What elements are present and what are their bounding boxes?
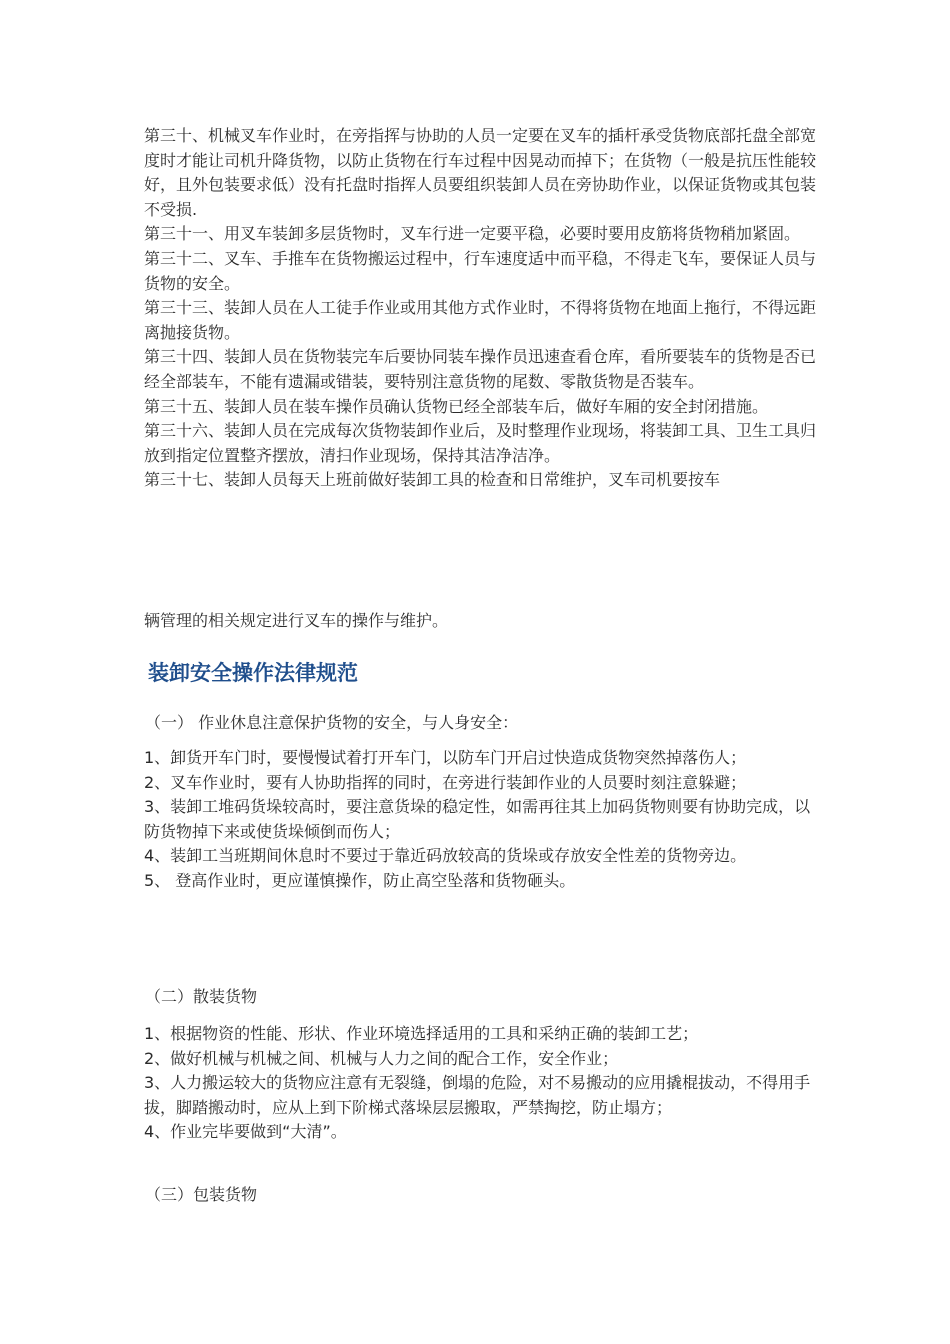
list-item: 2、叉车作业时，要有人协助指挥的同时，在旁进行装卸作业的人员要时刻注意躲避； [144,772,747,792]
list-item: 3、人力搬运较大的货物应注意有无裂缝，倒塌的危险，对不易搬动的应用撬棍拔动，不得用手拔，脚踏搬动时，应从上到下阶梯式落垛层层搬取，严禁掏挖，防止塌方； [144,1073,811,1117]
list-item: 1、卸货开车门时，要慢慢试着打开车门，以防车门开启过快造成货物突然掉落伤人； [144,748,747,767]
list-item: 4、装卸工当班期间休息时不要过于靠近码放较高的货垛或存放安全性差的货物旁边。 [144,846,747,865]
section-heading: 装卸安全操作法律规范 [148,661,358,685]
article-37: 第三十七、装卸人员每天上班前做好装卸工具的检查和日常维护，叉车司机要按车 [144,470,721,490]
article-35: 第三十五、装卸人员在装车操作员确认货物已经全部装车后，做好车厢的安全封闭措施。 [144,396,769,416]
article-31: 第三十一、用叉车装卸多层货物时，叉车行进一定要平稳，必要时要用皮筋将货物稍加紧固。 [144,224,801,244]
article-36: 第三十六、装卸人员在完成每次货物装卸作业后，及时整理作业现场，将装卸工具、卫生工具归放到指定位置整齐摆放，清扫作业现场，保持其洁净洁净。 [144,421,817,465]
article-32: 第三十二、叉车、手推车在货物搬运过程中，行车速度适中而平稳，不得走飞车，要保证人员与货物的安全。 [144,248,817,293]
article-34: 第三十四、装卸人员在货物装完车后要协同装车操作员迅速查看仓库，看所要装车的货物是否已经全部装车，不能有遗漏或错装，要特别注意货物的尾数、零散货物是否装车。 [144,347,817,391]
article-37-continuation: 辆管理的相关规定进行叉车的操作与维护。 [144,611,449,630]
article-33: 第三十三、装卸人员在人工徒手作业或用其他方式作业时，不得将货物在地面上拖行，不得远距离抛接货物。 [144,298,817,342]
section-2-title: （二）散装货物 [145,987,258,1006]
section-1-title: （一） 作业休息注意保护货物的安全，与人身安全： [145,713,519,732]
list-item: 1、根据物资的性能、形状、作业环境选择适用的工具和采纳正确的装卸工艺； [144,1024,699,1043]
article-list [144,124,824,493]
section-1-list [144,746,824,893]
section-2-list [144,1022,824,1145]
list-item: 2、做好机械与机械之间、机械与人力之间的配合工作，安全作业； [144,1048,619,1068]
list-item: 5、 登高作业时，更应谨慎操作，防止高空坠落和货物砸头。 [144,870,576,890]
article-30: 第三十、机械叉车作业时，在旁指挥与协助的人员一定要在叉车的插杆承受货物底部托盘全部宽度时才能让司机升降货物，以防止货物在行车过程中因晃动而掉下；在货物（一般是抗压性能较好，且外包装要求低）没有托盘时指挥人员要组织装卸人员在旁协助作业，以保证货物或其包装不受损. [144,126,817,219]
list-item: 4、作业完毕要做到“大清”。 [144,1122,347,1141]
section-3-title: （三）包装货物 [145,1185,258,1204]
list-item: 3、装卸工堆码货垛较高时，要注意货垛的稳定性，如需再往其上加码货物则要有协助完成，以防货物掉下来或使货垛倾倒而伤人； [144,797,811,841]
